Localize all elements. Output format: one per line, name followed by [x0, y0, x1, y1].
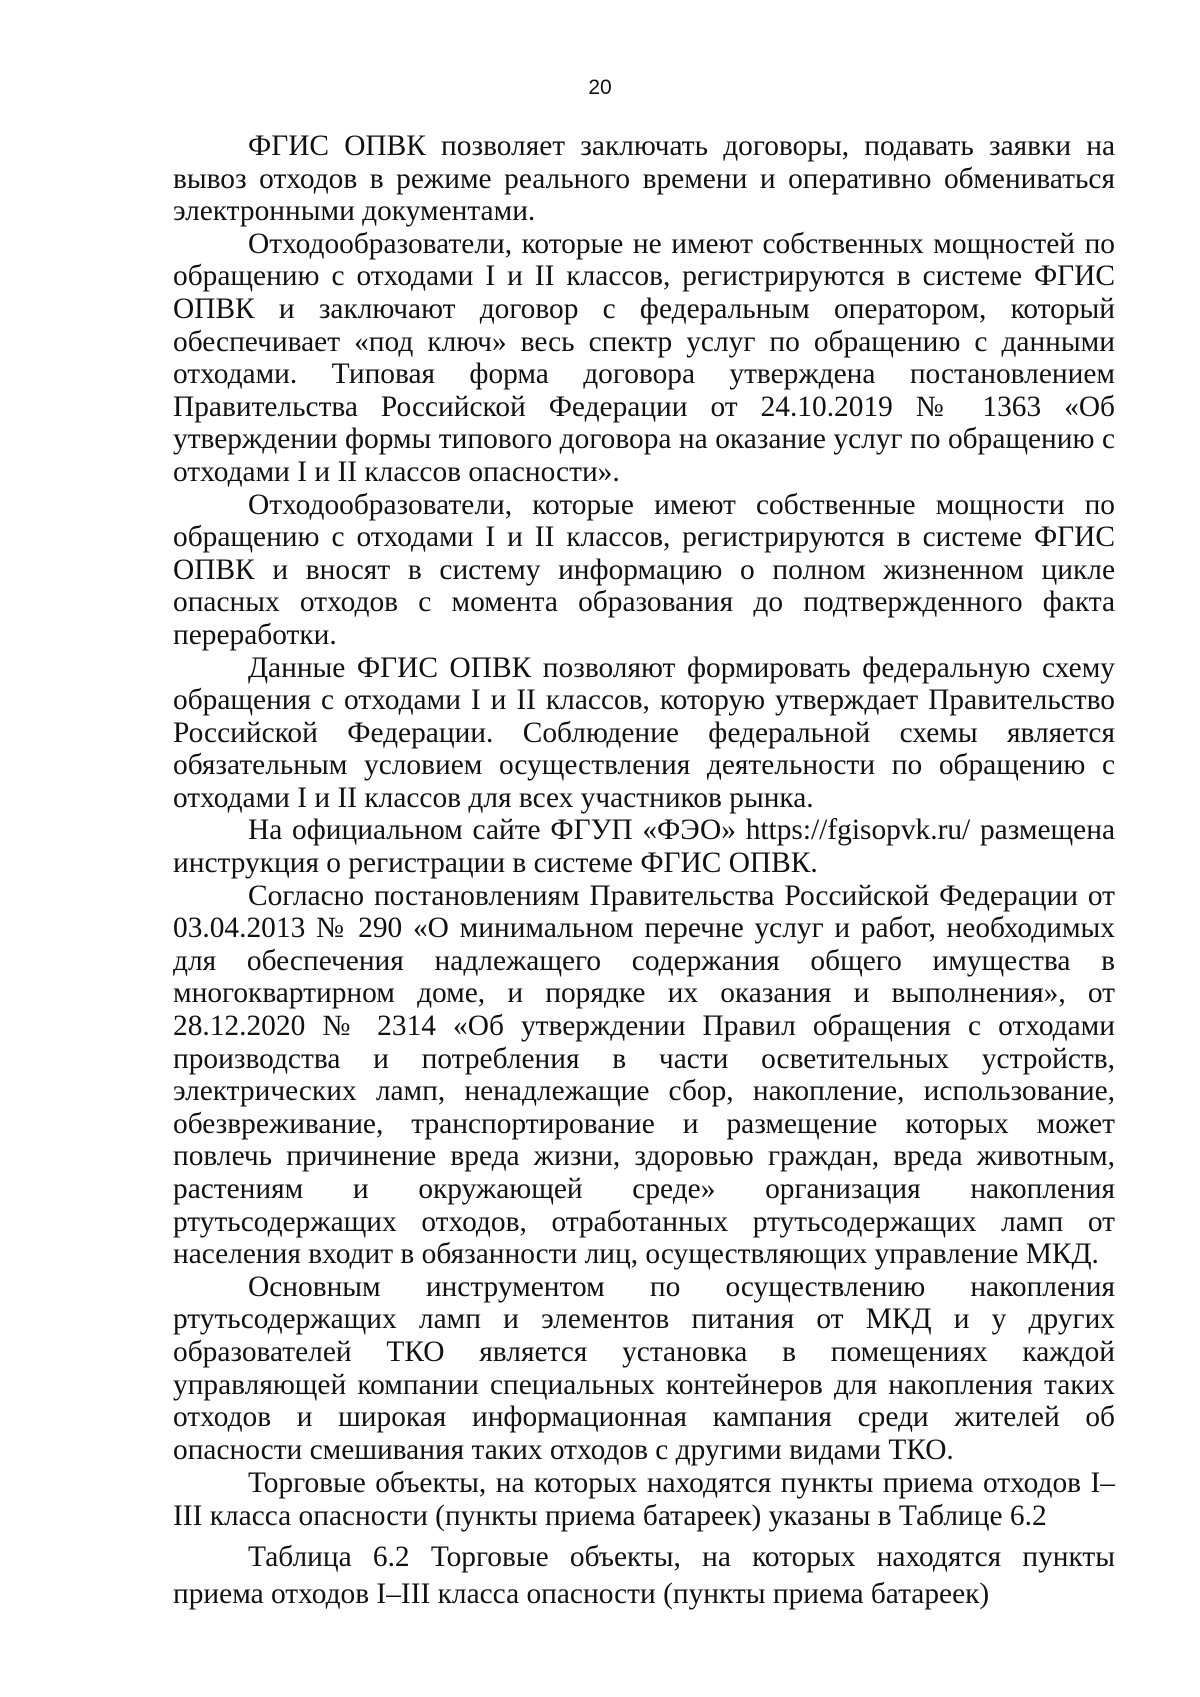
- table-caption: Таблица 6.2 Торговые объекты, на которых находятся пункты приема отходов I–III класса опасности (пункты приема батареек): [173, 1540, 1115, 1610]
- paragraph-government-resolutions: Согласно постановлениям Правительства Российской Федерации от 03.04.2013 № 290 «О минимальном перечне услуг и работ, необходимых для обеспечения надлежащего содержания общего имущества в многоквартирном доме, и порядке их оказания и выполнения», от 28.12.2020 № 2314 «Об утверждении Правил обращения с отходами производства и потребления в части осветительных устройств, электрических ламп, ненадлежащие сбор, накопление, использование, обезвреживание, транспортирование и размещение которых может повлечь причинение вреда жизни, здоровью граждан, вреда животным, растениям и окружающей среде» организация накопления ртутьсодержащих отходов, отработанных ртутьсодержащих ламп от населения входит в обязанности лиц, осуществляющих управление МКД.: [173, 879, 1115, 1271]
- paragraph-federal-scheme: Данные ФГИС ОПВК позволяют формировать федеральную схему обращения с отходами I и II классов, которую утверждает Правительство Российской Федерации. Соблюдение федеральной схемы является обязательным условием осуществления деятельности по обращению с отходами I и II классов для всех участников рынка.: [173, 651, 1115, 814]
- document-body: [173, 130, 1115, 1613]
- paragraph-own-capacity: Отходообразователи, которые имеют собственные мощности по обращению с отходами I и II классов, регистрируются в системе ФГИС ОПВК и вносят в систему информацию о полном жизненном цикле опасных отходов с момента образования до подтвержденного факта переработки.: [173, 488, 1115, 651]
- paragraph-trade-objects: Торговые объекты, на которых находятся пункты приема отходов I–III класса опасности (пункты приема батареек) указаны в Таблице 6.2: [173, 1467, 1115, 1532]
- paragraph-no-own-capacity: Отходообразователи, которые не имеют собственных мощностей по обращению с отходами I и II классов, регистрируются в системе ФГИС ОПВК и заключают договор с федеральным оператором, который обеспечивает «под ключ» весь спектр услуг по обращению с данными отходами. Типовая форма договора утверждена постановлением Правительства Российской Федерации от 24.10.2019 № 1363 «Об утверждении формы типового договора на оказание услуг по обращению с отходами I и II классов опасности».: [173, 227, 1115, 488]
- paragraph-fgis-contracts: ФГИС ОПВК позволяет заключать договоры, подавать заявки на вывоз отходов в режиме реального времени и оперативно обмениваться электронными документами.: [173, 130, 1115, 228]
- page-number: 20: [588, 76, 612, 99]
- paragraph-registration-instruction: На официальном сайте ФГУП «ФЭО» https://fgisopvk.ru/ размещена инструкция о регистрации в системе ФГИС ОПВК.: [173, 814, 1115, 880]
- paragraph-main-instrument: Основным инструментом по осуществлению накопления ртутьсодержащих ламп и элементов питания от МКД и у других образователей ТКО является установка в помещениях каждой управляющей компании специальных контейнеров для накопления таких отходов и широкая информационная кампания среди жителей об опасности смешивания таких отходов с другими видами ТКО.: [173, 1270, 1115, 1466]
